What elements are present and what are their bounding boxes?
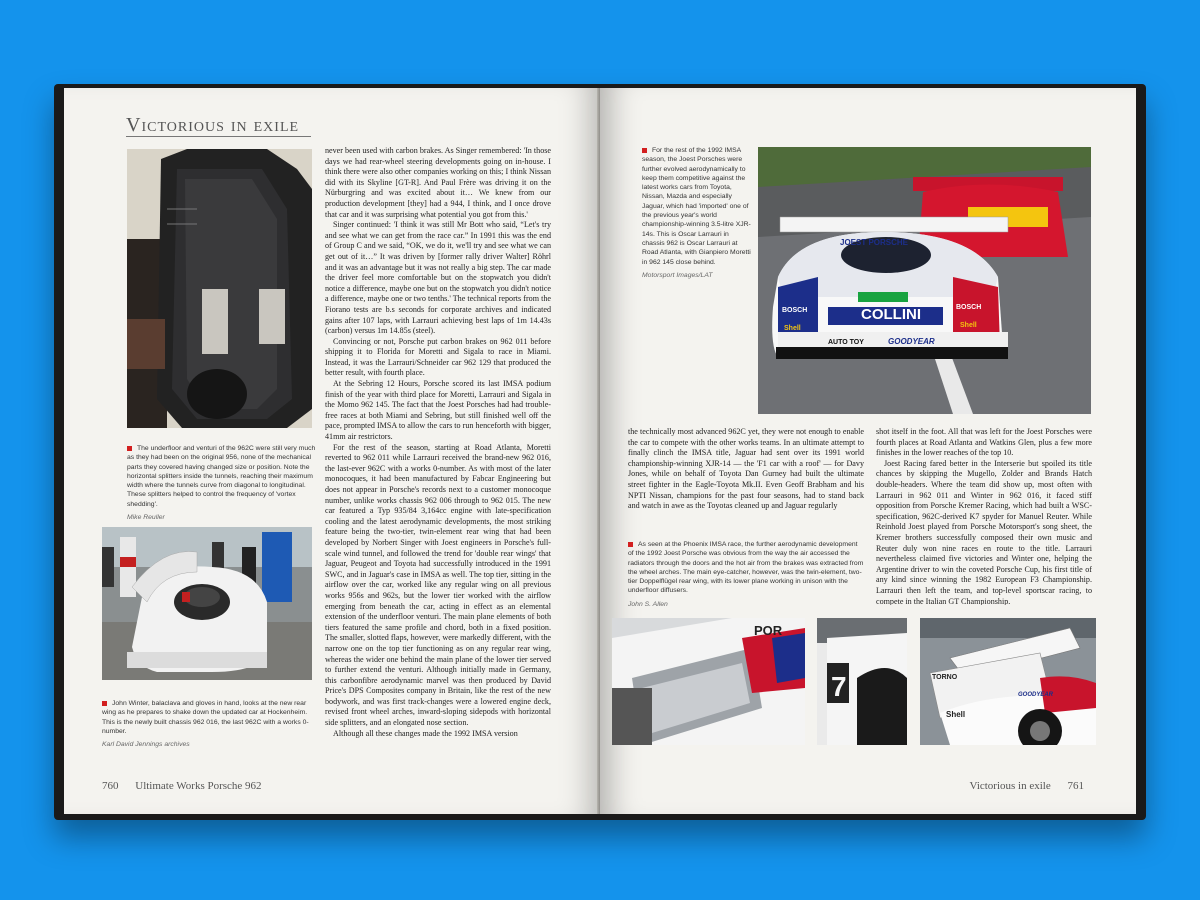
body-paragraph: Joest Racing fared better in the Interserie but spoiled its title chances by skipping the Mugello, Zolder and Brands Hatch double-headers. Where the team did show up, most often with Larrauri in 962 011 and Winter in 962 016, it faced stiff opposition from Porsche Kremer Racing, which had built a WSC-specification, 962C-derived K7 spyder for Manuel Reuter. While Reinhold Joest played from Porsche Motorsport's song sheet, the Kremer brothers successfully composed their own music and Reuter duly won nine races en route to the title. Larrauri nevertheless claimed five victories and Winter one, helping the Argentine driver to win the coveted Porsche Cup, his first title of any kind since winning the 1982 European F3 Championship. Larrauri then left the team, and top-level sportscar racing, to compete in the Italian GT Championship.: [876, 458, 1092, 605]
caption-text: John Winter, balaclava and gloves in hand, looks at the new rear wing as he prepares to shake down the updated car at Hockenheim. This is the newly built chassis 962 016, the last 962C with a works 0-number.: [102, 700, 309, 735]
caption-marker: [127, 446, 132, 451]
title-rule: [126, 136, 311, 137]
body-text-column-1: [628, 427, 864, 527]
rear-wing-photo: [920, 618, 1096, 745]
car-autotoy-label: AUTO TOY: [828, 339, 864, 346]
right-folio: [970, 780, 1084, 792]
car-side-letters: POR: [754, 623, 783, 638]
caption-text: The underfloor and venturi of the 962C were still very much as they had been on the original 956, none of the mechanical parts they covered having changed size or position. Note the horizontal splitters inside the tunnels, reaching their maximum width where the tunnels curve from diagonal to longitudinal. These splitters helped to control the frequency of 'vortex shedding'.: [127, 445, 316, 508]
page-number: 760: [102, 780, 119, 792]
car-sticker-bosch-left: BOSCH: [782, 307, 808, 314]
wing-goodyear-label: GOODYEAR: [1018, 692, 1054, 698]
photo-credit: John S. Allen: [628, 600, 668, 608]
photo-credit: Karl David Jennings archives: [102, 741, 190, 749]
caption-marker: [642, 148, 647, 153]
road-atlanta-caption: [642, 146, 752, 280]
body-paragraph: Although all these changes made the 1992 IMSA version: [333, 728, 518, 738]
road-atlanta-photo: [758, 147, 1091, 414]
body-paragraph: Singer continued: 'I think it was still Mr Bott who said, “Let's try and see what we can get from the race car.” In 1991 this was the end of Group C and we said, “OK, we do it, we'll try and see what we can get out of it…” It was driven by [former rally driver Walter] Röhrl and it was an advantage but it was not really a big step. The car made the driver feel more comfortable but on the stopwatch you didn't notice a difference, maybe one but on the stopwatch you didn't notice a difference, maybe one or two tenths.' The technical reports from the Fiorano tests are b.s seconds for corporate archives and indicated gains after 107 laps, with Larrauri achieving best laps of 1m 14.43s (carbon) versus 1m 14.85s (steel).: [325, 220, 551, 336]
running-head: Ultimate Works Porsche 962: [135, 780, 262, 792]
sidepod-photo: [612, 618, 805, 745]
car-sponsor-label: COLLINI: [861, 306, 921, 323]
right-page: [600, 88, 1136, 814]
body-text-column-2: [876, 427, 1092, 605]
caption-marker: [628, 542, 633, 547]
body-paragraph: Convincing or not, Porsche put carbon brakes on 962 011 before shipping it to Florida for Moretti and Sigala to race in Miami. Instead, it was the Larrauri/Schneider car 962 129 that produced the better result, with fourth place.: [325, 336, 551, 378]
caption-text: As seen at the Phoenix IMSA race, the further aerodynamic development of the 1992 Joest Porsche was obvious from the way the air accessed the radiators through the doors and the hot air from the brakes was extracted from the wheel arches. The main eye-catcher, however, was the twin-element, two-tier Doppelflügel rear wing, with its lower plane working in unison with the underfloor diffusers.: [628, 541, 864, 595]
underfloor-caption: [127, 444, 317, 522]
left-page: [64, 88, 600, 814]
wing-torno-label: TORNO: [932, 674, 958, 681]
caption-text: For the rest of the 1992 IMSA season, the Joest Porsches were further evolved aerodynamically to keep them competitive against the latest works cars from Toyota, Nissan, Mazda and especially Jaguar, which had 'imported' one of the previous year's world championship-winning 3.5-litre XJR-14s. This is Oscar Larrauri in chassis 962 is Oscar Larrauri at Road Atlanta, with Gianpiero Moretti in 962 145 close behind.: [642, 147, 751, 266]
body-paragraph: the technically most advanced 962C yet, they were not enough to enable the car to compete with the other works teams. In an ultimate attempt to finally clinch the IMSA title, Jaguar had sent over its 1991 world championship-winning XJR-14 — the 'F1 car with a roof' — for Davy Jones, while on behalf of Toyota Dan Gurney had built the ultimate street fighter in the Eagle-Toyota Mk.II. Even Geoff Brabham and his NPTI Nissan, champions for the past four seasons, had to stand back and watch in awe as the Toyotas cleaned up and Jaguar regularly: [628, 427, 864, 511]
left-folio: [102, 780, 262, 792]
body-text-column: [325, 146, 551, 756]
car-shell-right: Shell: [960, 322, 977, 329]
body-paragraph: At the Sebring 12 Hours, Porsche scored its last IMSA podium finish of the year with third place for Moretti, Larrauri and Sigala in the Momo 962 145. The fact that the Joest Porsches had had trouble-free races at both Miami and Sebring, but still finished well off the pace, prompted IMSA to allow the cars to run henceforth with bigger, 41mm air restrictors.: [325, 379, 551, 442]
car-shell-left: Shell: [784, 325, 801, 332]
hockenheim-photo: [102, 527, 312, 680]
car-sticker-bosch-right: BOSCH: [956, 304, 982, 311]
photo-credit: Motorsport Images/LAT: [642, 271, 713, 279]
body-paragraph: For the rest of the season, starting at Road Atlanta, Moretti reverted to 962 011 while Larrauri received the brand-new 962 016, the last-ever 962C with a works 0-number. As with most of the later monocoques, it had been manufactured by Fabcar Engineering but does not appear in Porsche's records next to a customer monocoque number, unlike works chassis 962 006 through to 962 015. The new car featured a Typ 935/84 3,164cc engine with late-specification cooling and the latest aerodynamic developments, the most striking feature being the two-tier, twin-element rear wing that had been developed by Norbert Singer with Joest engineers in Porsche's full-scale wind tunnel, and followed the trend for 'double rear wings' that Jaguar, Peugeot and Toyota had successfully introduced in the 1991 SWC, and in Jaguar's case in IMSA as well. The top tier, sitting in the airflow over the car, worked like any regular wing on all previous works 956s and 962s, but the lower tier worked with the airflow emerging from beneath the car, acting in effect as an elemental extension of the underfloor venturi. The main plane elements of both tiers featured the same profile and chord, both in a fixed position. The smaller, slotted flaps, however, were markedly different, with the narrow one on the top tier functioning as on any regular rear wing, whereas the wider one behind the main plane of the lower tier served to further extend the venturi. Although initially made in Germany, this carbonfibre aerodynamic marvel was then produced by David Price's DPS Composites company in Britain, like the rest of the new bodywork, and was first track-changes were a lowered engine deck, revised front wheel arches, inward-sloping sidepods with horizontal side splitters, and an elongated nose section.: [325, 442, 551, 728]
body-paragraph: never been used with carbon brakes. As Singer remembered: 'In those days we had rear-wheel steering developments going on in-house. I think there were also other companies working on this; I think Nissan did with its Skyline [GT-R]. And Paul Frère was driving it on the Nürburgring and was excited about it… We knew from our production development [they] had a 944, I think, and I once drove that car and it was surprising what potential you got from this.': [325, 146, 551, 219]
photo-credit: Mike Reuller: [127, 514, 165, 522]
hockenheim-caption: [102, 699, 317, 749]
phoenix-caption: [628, 540, 864, 609]
svg-text:7: 7: [831, 671, 847, 702]
body-paragraph: shot itself in the foot. All that was left for the Joest Porsches were fourth places at Road Atlanta and Watkins Glen, plus a few more finishes in the lower reaches of the top 10.: [876, 427, 1092, 458]
car-goodyear-label: GOODYEAR: [888, 337, 935, 346]
running-head: Victorious in exile: [969, 780, 1051, 792]
underfloor-photo: [127, 149, 312, 428]
wing-shell-label: Shell: [946, 710, 966, 719]
wheel-arch-photo: [817, 618, 907, 745]
caption-marker: [102, 701, 107, 706]
chapter-title: Victorious in exile: [126, 114, 300, 136]
car-team-label: JOEST PORSCHE: [840, 238, 909, 247]
page-number: 761: [1067, 780, 1084, 792]
